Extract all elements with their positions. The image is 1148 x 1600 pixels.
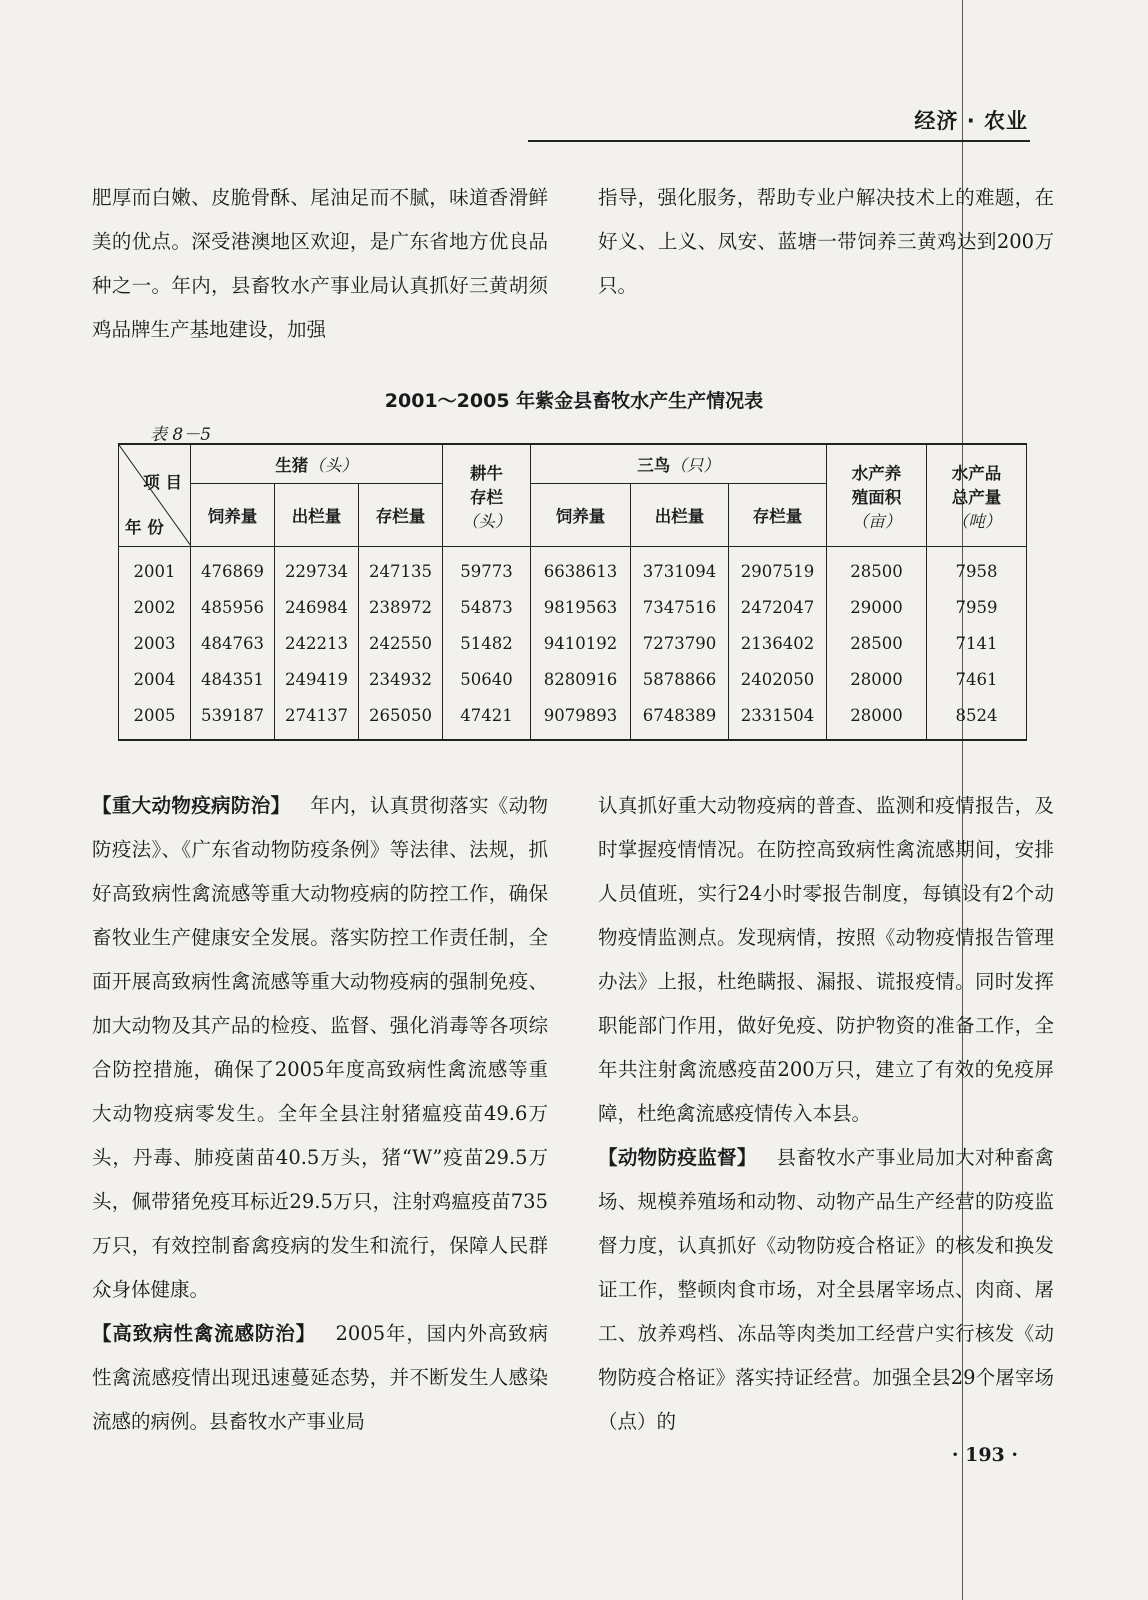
table-cell: 2472047 [729,589,827,625]
table-cell: 238972 [359,589,443,625]
table-cell: 246984 [275,589,359,625]
table-cell: 485956 [191,589,275,625]
header-pig-raise: 饲养量 [191,484,275,547]
cell-year: 2001 [119,547,191,590]
table-cell: 476869 [191,547,275,590]
table-cell: 484763 [191,625,275,661]
table-cell: 29000 [827,589,927,625]
table-cell: 539187 [191,697,275,740]
table-cell: 2331504 [729,697,827,740]
livestock-table [118,443,1027,741]
table-cell: 265050 [359,697,443,740]
table-row [119,625,1027,661]
bottom-right-column [598,784,1054,1444]
table-cell: 2402050 [729,661,827,697]
section-body: 县畜牧水产事业局加大对种畜禽场、规模养殖场和动物、动物产品生产经营的防疫监督力度，认真抓好《动物防疫合格证》的核发和换发证工作，整顿肉食市场，对全县屠宰场点、肉商、屠工、放养鸡档、冻品等肉类加工经营户实行核发《动物防疫合格证》落实持证经营。加强全县29个屠宰场（点）的 [598,1146,1054,1433]
table-cell: 242213 [275,625,359,661]
paragraph: 肥厚而白嫩、皮脆骨酥、尾油足而不腻，味道香滑鲜美的优点。深受港澳地区欢迎，是广东省地方优良品种之一。年内，县畜牧水产事业局认真抓好三黄胡须鸡品牌生产基地建设，加强 [92,186,548,341]
table-corner-header [119,444,191,547]
table-cell: 51482 [443,625,531,661]
table-cell: 54873 [443,589,531,625]
table-cell: 28500 [827,547,927,590]
table-cell: 6748389 [631,697,729,740]
table-cell: 7958 [927,547,1027,590]
table-cell: 249419 [275,661,359,697]
table-cell: 6638613 [531,547,631,590]
header-cattle: 耕牛 存栏 （头） [443,444,531,547]
table-cell: 50640 [443,661,531,697]
table-cell: 47421 [443,697,531,740]
table-cell: 28500 [827,625,927,661]
page-number: · 193 · [951,1444,1018,1466]
table-row [119,661,1027,697]
header-pig-stock: 存栏量 [359,484,443,547]
table-row [119,547,1027,590]
table-cell: 3731094 [631,547,729,590]
table-cell: 229734 [275,547,359,590]
top-left-column [92,176,548,352]
table-cell: 59773 [443,547,531,590]
section-body: 年内，认真贯彻落实《动物防疫法》、《广东省动物防疫条例》等法律、法规，抓好高致病性禽流感等重大动物疫病的防控工作，确保畜牧业生产健康安全发展。落实防控工作责任制，全面开展高致病性禽流感等重大动物疫病的强制免疫、加大动物及其产品的检疫、监督、强化消毒等各项综合防控措施，确保了2005年度高致病性禽流感等重大动物疫病零发生。全年全县注射猪瘟疫苗49.6万头，丹毒、肺疫菌苗40.5万头，猪“W”疫苗29.5万头，佩带猪免疫耳标近29.5万只，注射鸡瘟疫苗735万只，有效控制畜禽疫病的发生和流行，保障人民群众身体健康。 [92,794,548,1301]
section-title: 【高致病性禽流感防治】 [92,1322,316,1345]
header-poultry: 三鸟（只） [531,444,827,484]
table-cell: 5878866 [631,661,729,697]
table-cell: 9410192 [531,625,631,661]
cell-year: 2003 [119,625,191,661]
table-cell: 2907519 [729,547,827,590]
table-cell: 247135 [359,547,443,590]
table-row [119,589,1027,625]
header-aqua-area: 水产养 殖面积 （亩） [827,444,927,547]
table-cell: 274137 [275,697,359,740]
table-cell: 234932 [359,661,443,697]
table-cell: 2136402 [729,625,827,661]
running-header: 经济 · 农业 [914,109,1028,133]
table-cell: 484351 [191,661,275,697]
table-cell: 8524 [927,697,1027,740]
section-body: 2005年，国内外高致病性禽流感疫情出现迅速蔓延态势，并不断发生人感染流感的病例。县畜牧水产事业局 [92,1322,548,1433]
section-title: 【动物防疫监督】 [598,1146,757,1169]
header-bird-raise: 饲养量 [531,484,631,547]
table-cell: 28000 [827,661,927,697]
table-cell: 28000 [827,697,927,740]
corner-year-label: 年 份 [125,518,164,537]
section-supervision [598,1136,1054,1444]
table-cell: 7273790 [631,625,729,661]
header-bird-stock: 存栏量 [729,484,827,547]
section-disease-control [92,784,548,1312]
header-bird-out: 出栏量 [631,484,729,547]
header-rule [528,140,1030,142]
cell-year: 2002 [119,589,191,625]
table-cell: 7347516 [631,589,729,625]
table-cell: 8280916 [531,661,631,697]
paragraph: 指导，强化服务，帮助专业户解决技术上的难题，在好义、上义、凤安、蓝塘一带饲养三黄鸡达到200万只。 [598,186,1054,297]
table-row [119,697,1027,740]
cell-year: 2004 [119,661,191,697]
table-cell: 7959 [927,589,1027,625]
header-pig-out: 出栏量 [275,484,359,547]
top-right-column [598,176,1054,308]
section-avian-flu [92,1312,548,1444]
table-number: 表 8－5 [150,425,212,445]
cell-year: 2005 [119,697,191,740]
header-pig: 生猪（头） [191,444,443,484]
header-aqua-total: 水产品 总产量 （吨） [927,444,1027,547]
table-title: 2001～2005 年紫金县畜牧水产生产情况表 [384,390,764,412]
section-avian-flu-cont: 认真抓好重大动物疫病的普查、监测和疫情报告，及时掌握疫情情况。在防控高致病性禽流感期间，安排人员值班，实行24小时零报告制度，每镇设有2个动物疫情监测点。发现病情，按照《动物疫情报告管理办法》上报，杜绝瞒报、漏报、谎报疫情。同时发挥职能部门作用，做好免疫、防护物资的准备工作，全年共注射禽流感疫苗200万只，建立了有效的免疫屏障，杜绝禽流感疫情传入本县。 [598,794,1054,1125]
section-title: 【重大动物疫病防治】 [92,794,291,817]
corner-item-label: 项 目 [143,473,182,492]
bottom-left-column [92,784,548,1444]
table-cell: 7141 [927,625,1027,661]
table-cell: 7461 [927,661,1027,697]
table-cell: 9819563 [531,589,631,625]
table-cell: 9079893 [531,697,631,740]
table-cell: 242550 [359,625,443,661]
